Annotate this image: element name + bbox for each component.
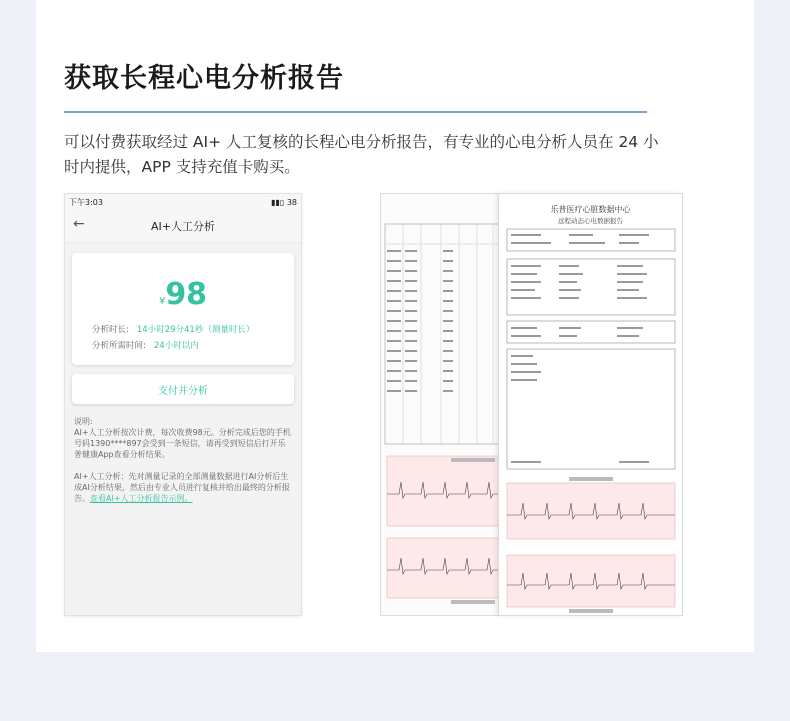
- report-sheet-front: [498, 193, 683, 616]
- notes-paragraph-1: AI+人工分析按次计费，每次收费98元。分析完成后您的手机号码1390****897会受到一条短信，请再受到短信后打开乐普健康App查看分析结果。: [74, 428, 291, 459]
- report-subtitle: 远程动态心电数据报告: [558, 217, 623, 225]
- pay-and-analyze-button[interactable]: 支付并分析: [72, 374, 294, 404]
- required-time-label: 分析所需时间:: [92, 341, 146, 351]
- arrow-left-icon[interactable]: ←: [73, 216, 85, 232]
- currency-symbol: ¥: [158, 296, 166, 307]
- duration-row: [92, 323, 254, 335]
- price-display: [72, 277, 294, 312]
- required-time-row: [92, 339, 199, 351]
- duration-label: 分析时长:: [92, 325, 129, 335]
- report-preview: [380, 193, 683, 616]
- nav-bar: [65, 210, 301, 243]
- report-table-graphic: [381, 194, 511, 617]
- title-divider: [64, 111, 647, 113]
- duration-value: 14小时29分41秒（测量时长）: [136, 325, 255, 335]
- status-bar: [65, 194, 301, 210]
- nav-title: AI+人工分析: [151, 220, 215, 233]
- notes-title: 说明:: [74, 417, 93, 426]
- page-title: 获取长程心电分析报告: [64, 63, 344, 94]
- report-body-graphic: [499, 225, 684, 615]
- notes-paragraph-2: AI+人工分析：先对测量记录的全部测量数据进行AI分析后生成AI分析结果，然后由专业人员进行复核并给出最终的分析报告。查看AI+人工分析报告示例。: [74, 472, 290, 503]
- sample-report-link[interactable]: 查看AI+人工分析报告示例。: [90, 494, 193, 503]
- phone-screenshot: [64, 193, 302, 616]
- status-time: 下午3:03: [69, 197, 103, 207]
- report-title: 乐普医疗心脏数据中心: [550, 205, 631, 214]
- report-sheet-back: [380, 193, 510, 616]
- status-battery: ▮▮▯ 38: [271, 197, 297, 207]
- page-description: 可以付费获取经过 AI+ 人工复核的长程心电分析报告，有专业的心电分析人员在 24 小时内提供，APP 支持充值卡购买。: [64, 133, 659, 176]
- price-amount: 98: [165, 277, 208, 312]
- notes-section: [74, 416, 292, 504]
- price-card: [72, 253, 294, 365]
- required-time-value: 24小时以内: [153, 341, 199, 351]
